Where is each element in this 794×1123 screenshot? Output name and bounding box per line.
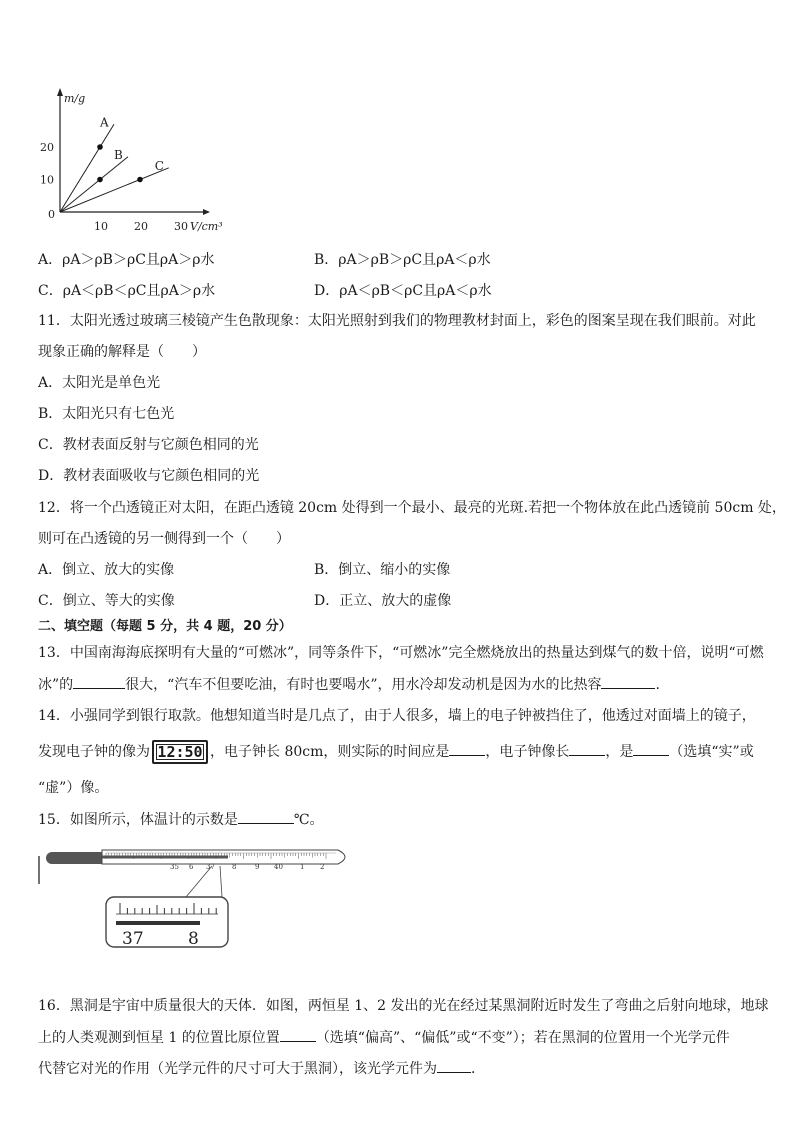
clock-digits: 12:50 [157, 743, 203, 761]
q10-option-a: A．ρA＞ρB＞ρC且ρA＞ρ水 [38, 252, 215, 268]
q11-option-a: A．太阳光是单色光 [38, 375, 161, 391]
q16-blank-2[interactable] [437, 1058, 471, 1073]
x-tick-label: 20 [134, 220, 148, 233]
zoom-mercury [116, 921, 200, 925]
q16-text-d: ． [471, 1061, 485, 1077]
q10-option-d: D．ρA＜ρB＜ρC且ρA＜ρ水 [314, 283, 492, 299]
mass-volume-chart [30, 82, 240, 242]
q14-blank-3[interactable] [633, 741, 669, 756]
series-label-b: B [114, 147, 123, 162]
zoom-label-37: 37 [122, 929, 144, 949]
q13-text-b: 很大，“汽车不但要吃油，有时也要喝水”，用水冷却发动机是因为水的比热容 [125, 677, 602, 693]
q14-text-d: ，是 [605, 744, 634, 760]
scale-label: 35 [170, 863, 179, 871]
q10-option-b: B．ρA＞ρB＞ρC且ρA＜ρ水 [314, 252, 491, 268]
q14-text-c: ，电子钟像长 [485, 744, 570, 760]
y-axis-arrow [57, 88, 63, 96]
q15-text-a: 15．如图所示，体温计的示数是 [38, 812, 238, 828]
scale-label: 40 [274, 863, 283, 871]
q13-line1: 13．中国南海海底探明有大量的“可燃冰”，同等条件下，“可燃冰”完全燃烧放出的热量达到煤气的数十倍，说明“可燃 [38, 645, 764, 661]
q11-stem-line1: 11．太阳光透过玻璃三棱镜产生色散现象：太阳光照射到我们的物理教材封面上，彩色的图案呈现在我们眼前。对此 [38, 313, 756, 329]
q14-line2 [38, 740, 754, 764]
q14-text-a: 发现电子钟的像为 [38, 744, 150, 760]
q16-line3 [38, 1058, 485, 1079]
scale-label: 1 [300, 863, 305, 871]
series-line-b [60, 157, 128, 212]
q11-option-c: C．教材表面反射与它颜色相同的光 [38, 437, 259, 453]
scale-label: 2 [320, 863, 325, 871]
q12-option-c: C．倒立、等大的实像 [38, 593, 175, 609]
q16-text-c: 代替它对光的作用（光学元件的尺寸可大于黑洞），该光学元件为 [38, 1061, 437, 1077]
q13-line2 [38, 674, 660, 695]
series-label-a: A [100, 115, 109, 130]
q14-blank-2[interactable] [569, 741, 605, 756]
x-axis-label: V/cm³ [190, 220, 223, 233]
q14-text-b: ，电子钟长 80cm，则实际的时间应是 [210, 744, 450, 760]
thermometer-figure [36, 840, 356, 952]
data-point-b [97, 177, 103, 183]
q12-stem-line2: 则可在凸透镜的另一侧得到一个（ ） [38, 531, 290, 547]
q12-option-b: B．倒立、缩小的实像 [314, 562, 451, 578]
q15-blank[interactable] [238, 809, 294, 824]
q16-blank-1[interactable] [280, 1027, 316, 1042]
zoom-label-8: 8 [188, 929, 199, 949]
q14-text-e: （选填“实”或 [669, 744, 754, 760]
data-point-c [137, 177, 143, 183]
q16-text-a: 上的人类观测到恒星 1 的位置比原位置 [38, 1030, 280, 1046]
q11-stem-line2: 现象正确的解释是（ ） [38, 344, 206, 360]
thermometer-bulb [46, 852, 108, 864]
q11-option-b: B．太阳光只有七色光 [38, 406, 175, 422]
data-point-a [97, 144, 103, 150]
q11-option-d: D．教材表面吸收与它颜色相同的光 [38, 468, 260, 484]
y-axis-label: m/g [64, 92, 86, 105]
origin-label: 0 [48, 208, 55, 221]
q12-stem-line1: 12．将一个凸透镜正对太阳，在距凸透镜 20cm 处得到一个最小、最亮的光斑.若把一个物体放在此凸透镜前 50cm 处， [38, 500, 786, 516]
section-title: 二、填空题（每题 5 分，共 4 题，20 分） [38, 619, 292, 634]
scale-label: 9 [255, 863, 260, 871]
q14-line3: “虚”）像。 [38, 780, 109, 796]
y-tick-label: 20 [40, 141, 54, 154]
scale-label: 8 [232, 863, 237, 871]
q15-text-b: ℃。 [293, 812, 324, 828]
x-axis-arrow [203, 209, 210, 215]
mercury-column [102, 856, 228, 859]
y-tick-label: 10 [40, 173, 54, 187]
q10-option-c: C．ρA＜ρB＜ρC且ρA＞ρ水 [38, 283, 216, 299]
q13-text-c: . [655, 677, 660, 693]
q16-text-b: （选填“偏高”、“偏低”或“不变”）；若在黑洞的位置用一个光学元件 [315, 1030, 730, 1046]
q14-blank-1[interactable] [449, 741, 485, 756]
zoom-connector [220, 866, 222, 897]
q14-line1: 14．小强同学到银行取款。他想知道当时是几点了，由于人很多，墙上的电子钟被挡住了，他透过对面墙上的镜子， [38, 708, 756, 724]
q12-option-a: A．倒立、放大的实像 [38, 562, 175, 578]
q15-stem [38, 809, 324, 830]
series-label-c: C [154, 158, 164, 173]
q12-option-d: D．正立、放大的虚像 [314, 593, 452, 609]
q13-blank-2[interactable] [601, 674, 655, 689]
x-tick-label: 30 [174, 220, 188, 233]
q13-blank-1[interactable] [73, 674, 125, 689]
digital-clock-image [152, 740, 208, 764]
series-line-c [60, 168, 169, 212]
q16-line2 [38, 1027, 730, 1048]
q16-line1: 16．黑洞是宇宙中质量很大的天体．如图，两恒星 1、2 发出的光在经过某黑洞附近时发生了弯曲之后射向地球，地球 [38, 998, 769, 1014]
x-tick-label: 10 [94, 220, 108, 233]
q13-text-a: 冰”的 [38, 677, 74, 693]
scale-label: 6 [189, 863, 194, 871]
series-line-a [60, 124, 114, 212]
scale-label: 37 [206, 863, 215, 871]
